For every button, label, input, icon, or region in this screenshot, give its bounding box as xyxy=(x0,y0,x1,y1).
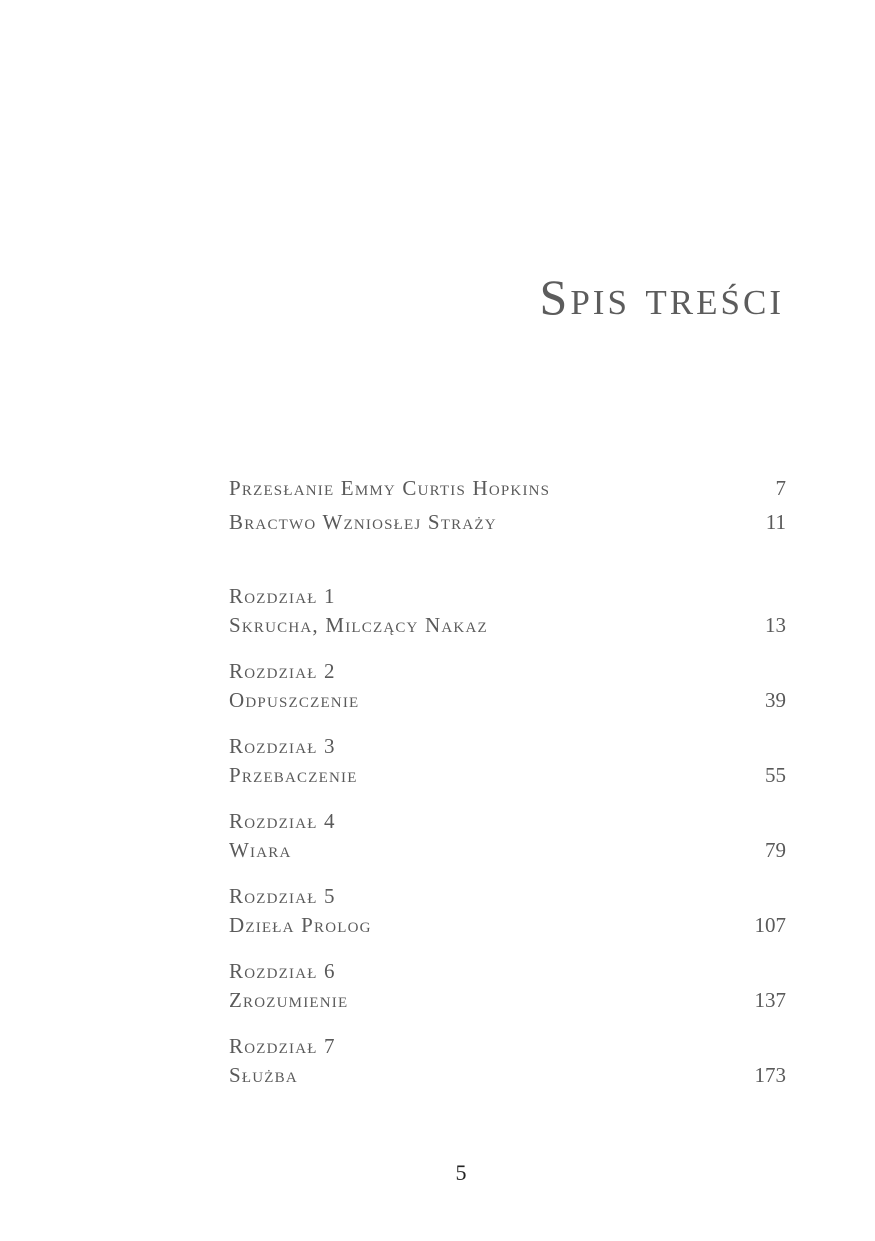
chapter-page: 173 xyxy=(754,1063,786,1087)
chapter-row xyxy=(229,1061,786,1090)
toc-chapter-1[interactable] xyxy=(229,582,786,640)
chapter-label: Rozdział 5 xyxy=(229,884,336,908)
chapter-title: Dzieła Prolog xyxy=(229,913,372,937)
chapter-title: Skrucha, Milczący Nakaz xyxy=(229,613,488,637)
chapter-row xyxy=(229,686,786,715)
chapter-page: 107 xyxy=(754,913,786,937)
chapter-row xyxy=(229,836,786,865)
chapter-page: 55 xyxy=(765,763,786,787)
chapter-label: Rozdział 2 xyxy=(229,659,336,683)
chapter-row xyxy=(229,986,786,1015)
chapter-page: 137 xyxy=(754,988,786,1012)
toc-entry-brotherhood[interactable] xyxy=(229,508,786,537)
chapter-title: Wiara xyxy=(229,838,292,862)
table-of-contents xyxy=(229,474,786,1107)
toc-chapter-7[interactable] xyxy=(229,1032,786,1090)
chapter-label: Rozdział 6 xyxy=(229,959,336,983)
chapter-title: Służba xyxy=(229,1063,298,1087)
toc-chapter-5[interactable] xyxy=(229,882,786,940)
toc-entry-title: Przesłanie Emmy Curtis Hopkins xyxy=(229,476,551,500)
chapter-row xyxy=(229,761,786,790)
toc-chapter-4[interactable] xyxy=(229,807,786,865)
toc-entry-title: Bractwo Wzniosłej Straży xyxy=(229,510,497,534)
chapter-page: 13 xyxy=(765,613,786,637)
chapter-title: Przebaczenie xyxy=(229,763,358,787)
chapter-label: Rozdział 4 xyxy=(229,809,336,833)
chapter-label: Rozdział 1 xyxy=(229,584,336,608)
chapter-row xyxy=(229,911,786,940)
toc-chapter-2[interactable] xyxy=(229,657,786,715)
toc-entry-page: 11 xyxy=(765,510,786,534)
toc-chapter-3[interactable] xyxy=(229,732,786,790)
toc-entry-message[interactable] xyxy=(229,474,786,503)
chapter-label: Rozdział 7 xyxy=(229,1034,336,1058)
chapter-title: Zrozumienie xyxy=(229,988,349,1012)
chapter-title: Odpuszczenie xyxy=(229,688,360,712)
chapter-page: 39 xyxy=(765,688,786,712)
spacer xyxy=(229,542,786,582)
chapter-row xyxy=(229,611,786,640)
toc-entry-page: 7 xyxy=(775,476,786,500)
toc-chapter-6[interactable] xyxy=(229,957,786,1015)
page-number: 5 xyxy=(455,1160,467,1185)
page-title: Spis treści xyxy=(539,269,784,325)
chapter-label: Rozdział 3 xyxy=(229,734,336,758)
chapter-page: 79 xyxy=(765,838,786,862)
